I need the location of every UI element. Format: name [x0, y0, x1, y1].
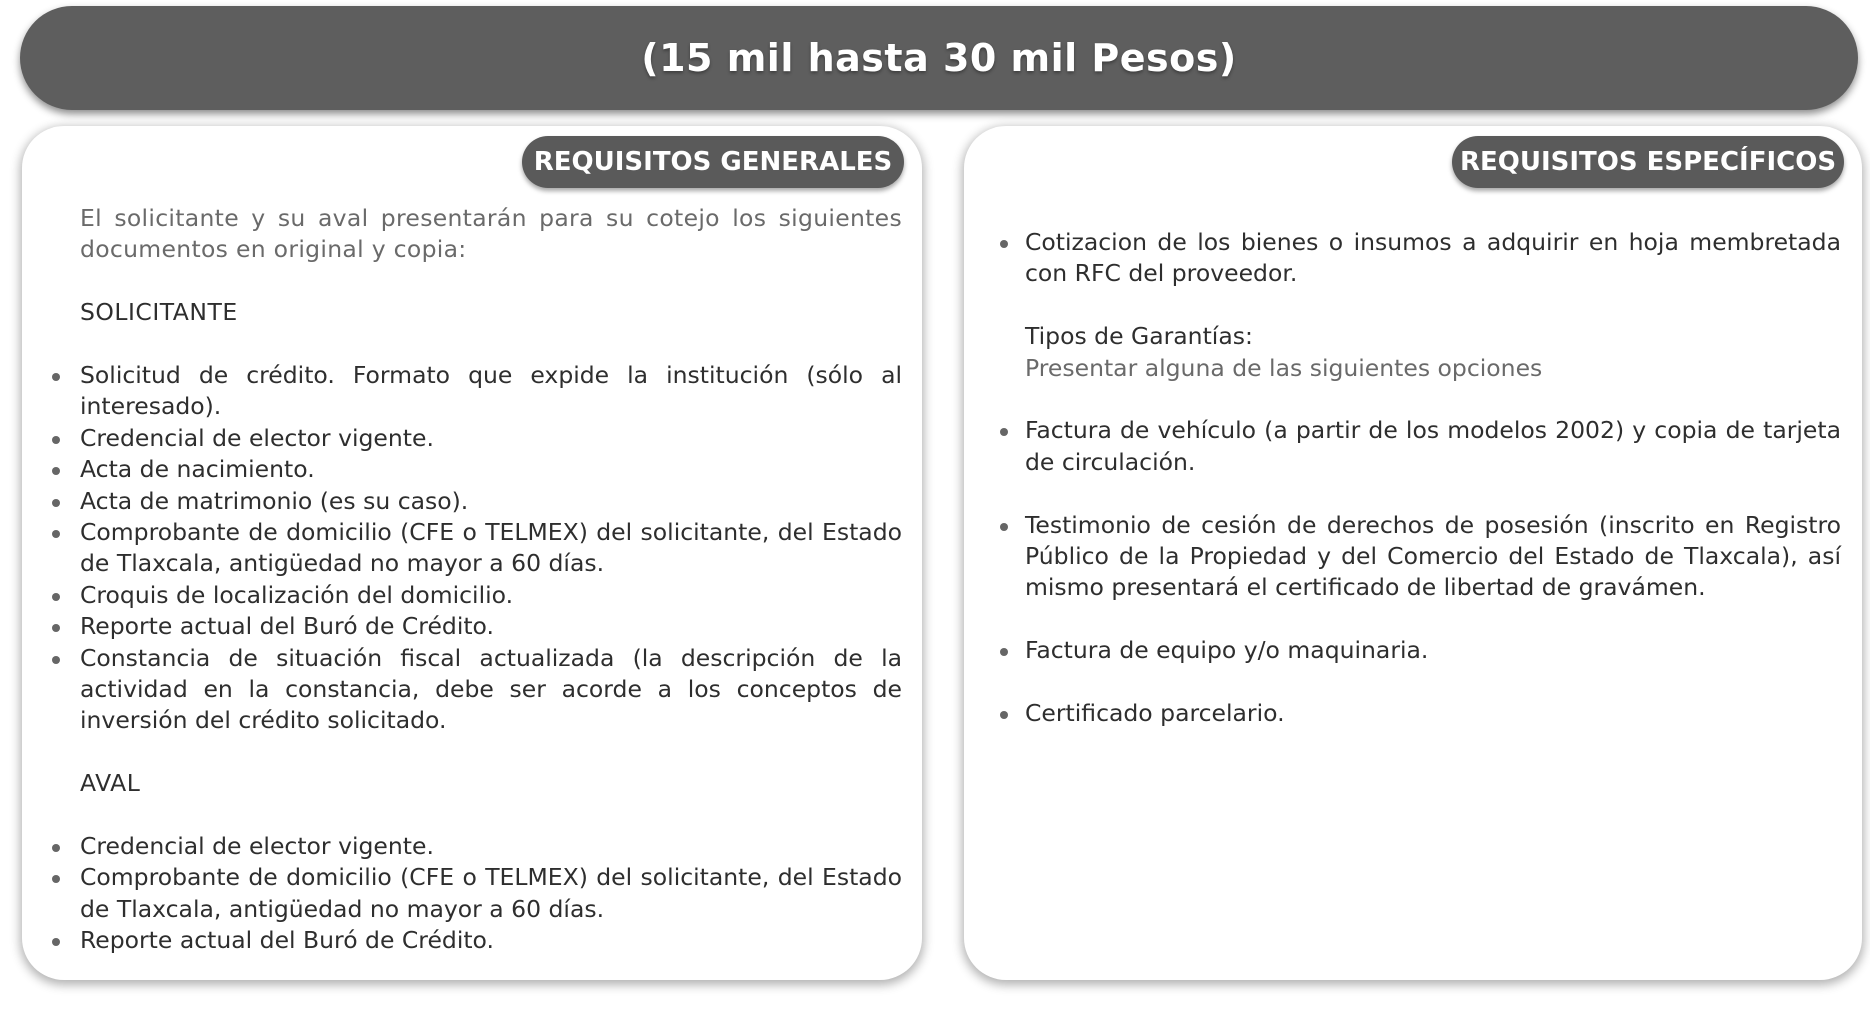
- list-item: Acta de matrimonio (es su caso).: [80, 486, 902, 517]
- intro-paragraph: El solicitante y su aval presentarán para su cotejo los siguientes documentos en original y copia:: [80, 204, 902, 264]
- list-item: Acta de nacimiento.: [80, 454, 902, 485]
- garantias-subtitle: Presentar alguna de las siguientes opciones: [1025, 353, 1543, 382]
- banner-title: (15 mil hasta 30 mil Pesos): [641, 36, 1237, 80]
- general-requirements-header: REQUISITOS GENERALES: [522, 136, 904, 188]
- list-item: Comprobante de domicilio (CFE o TELMEX) del solicitante, del Estado de Tlaxcala, antigüedad no mayor a 60 días.: [80, 517, 902, 580]
- list-item: Factura de vehículo (a partir de los modelos 2002) y copia de tarjeta de circulación.: [1025, 415, 1841, 478]
- specific-requirements-header: REQUISITOS ESPECÍFICOS: [1452, 136, 1844, 188]
- specific-requirements-card: [964, 126, 1862, 980]
- list-item: Constancia de situación fiscal actualizada (la descripción de la actividad en la constancia, debe ser acorde a los conceptos de inversión del crédito solicitado.: [80, 643, 902, 737]
- garantias-title: Tipos de Garantías:: [1025, 322, 1253, 351]
- aval-list: [80, 831, 902, 957]
- specific-requirements-content: [999, 227, 1841, 729]
- cotizacion-list: [1025, 227, 1841, 290]
- title-banner: [20, 6, 1858, 110]
- list-item: Testimonio de cesión de derechos de posesión (inscrito en Registro Público de la Propiedad y del Comercio del Estado de Tlaxcala), así mismo presentará el certificado de libertad de gravámen.: [1025, 510, 1841, 604]
- garantias-list-vehiculo: [1025, 415, 1841, 478]
- list-item: Solicitud de crédito. Formato que expide la institución (sólo al interesado).: [80, 360, 902, 423]
- list-item: Croquis de localización del domicilio.: [80, 580, 902, 611]
- list-item: Reporte actual del Buró de Crédito.: [80, 925, 902, 956]
- garantias-list-equipo: [1025, 635, 1841, 666]
- list-item: Certificado parcelario.: [1025, 698, 1841, 729]
- garantias-list-testimonio: [1025, 510, 1841, 604]
- list-item: Factura de equipo y/o maquinaria.: [1025, 635, 1841, 666]
- solicitante-heading: SOLICITANTE: [80, 298, 238, 327]
- general-requirements-content: [80, 203, 902, 957]
- list-item: Cotizacion de los bienes o insumos a adquirir en hoja membretada con RFC del proveedor.: [1025, 227, 1841, 290]
- solicitante-list: [80, 360, 902, 737]
- general-requirements-card: [22, 126, 922, 980]
- aval-heading: AVAL: [80, 769, 141, 798]
- garantias-list-parcelario: [1025, 698, 1841, 729]
- list-item: Credencial de elector vigente.: [80, 423, 902, 454]
- list-item: Reporte actual del Buró de Crédito.: [80, 611, 902, 642]
- list-item: Credencial de elector vigente.: [80, 831, 902, 862]
- list-item: Comprobante de domicilio (CFE o TELMEX) del solicitante, del Estado de Tlaxcala, antigüedad no mayor a 60 días.: [80, 862, 902, 925]
